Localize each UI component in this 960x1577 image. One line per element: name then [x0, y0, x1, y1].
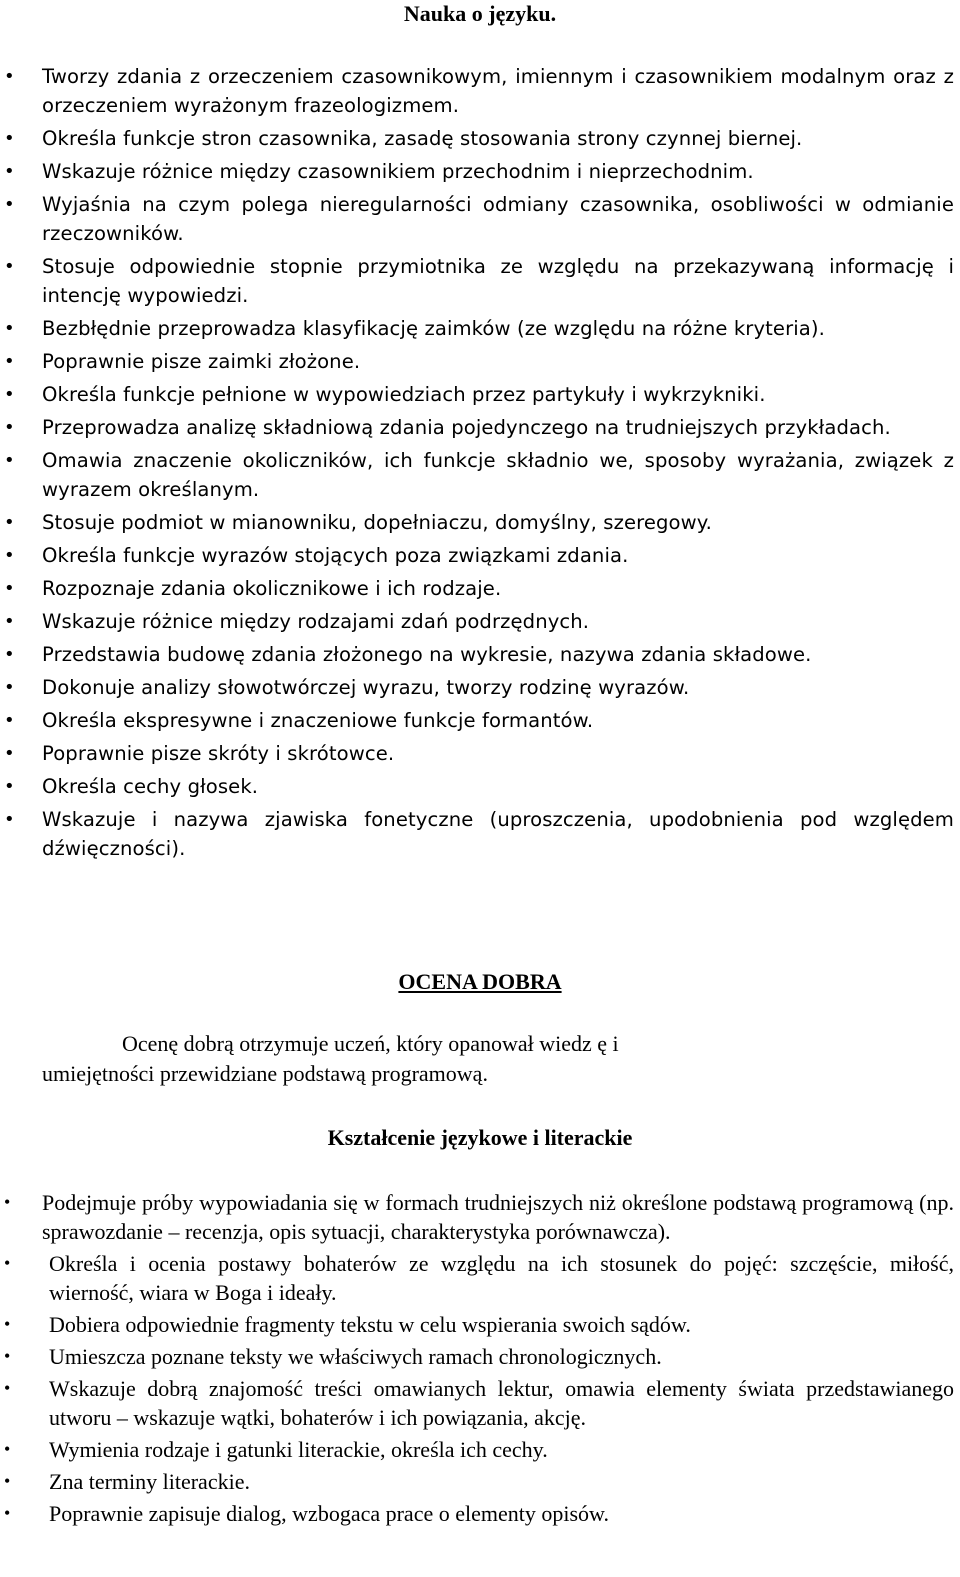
list-item: • Rozpoznaje zdania okolicznikowe i ich rodzaje. — [0, 574, 960, 603]
list-item: • Podejmuje próby wypowiadania się w formach trudniejszych niż określone podstawą programową (np. sprawozdanie – recenzja, opis sytuacji, charakterystyka porównawcza). — [4, 1190, 954, 1244]
grade-intro-line-1: Ocenę dobrą otrzymuje uczeń, który opanował wiedz ę i — [122, 1031, 619, 1056]
list-item: • Poprawnie pisze zaimki złożone. — [0, 347, 960, 376]
bullet-icon: • — [4, 1314, 11, 1334]
ksztalcenie-list — [0, 1188, 960, 1531]
bullet-icon: • — [4, 1378, 11, 1398]
bullet-icon: • — [4, 677, 15, 698]
list-item: • Wskazuje dobrą znajomość treści omawianych lektur, omawia elementy świata przedstawianego utworu – wskazuje wątki, bohaterów i ich powiązania, akcję. — [4, 1376, 954, 1430]
bullet-icon: • — [4, 1503, 11, 1523]
list-item: • Wskazuje i nazywa zjawiska fonetyczne (uproszczenia, upodobnienia pod względem dźwięczności). — [0, 805, 960, 863]
bullet-icon: • — [4, 1471, 11, 1491]
bullet-icon: • — [4, 417, 15, 438]
section-title-nauka-o-jezyku: Nauka o języku. — [403, 1, 557, 26]
list-item: • Określa funkcje wyrazów stojących poza związkami zdania. — [0, 541, 960, 570]
bullet-icon: • — [4, 194, 15, 215]
bullet-icon: • — [4, 776, 15, 797]
bullet-icon: • — [4, 743, 15, 764]
bullet-icon: • — [4, 545, 15, 566]
section-title-ksztalcenie: Kształcenie językowe i literackie — [327, 1125, 633, 1150]
nauka-o-jezyku-list — [0, 62, 960, 867]
bullet-icon: • — [4, 161, 15, 182]
grade-intro — [42, 1029, 742, 1089]
list-item: • Określa cechy głosek. — [0, 772, 960, 801]
list-item: • Wskazuje różnice między rodzajami zdań podrzędnych. — [0, 607, 960, 636]
bullet-icon: • — [4, 318, 15, 339]
grade-intro-line-2: umiejętności przewidziane podstawą programową. — [42, 1061, 488, 1086]
bullet-icon: • — [4, 1439, 11, 1459]
list-item: • Poprawnie zapisuje dialog, wzbogaca prace o elementy opisów. — [4, 1501, 609, 1526]
list-item: • Przeprowadza analizę składniową zdania pojedynczego na trudniejszych przykładach. — [0, 413, 960, 442]
bullet-icon: • — [4, 351, 15, 372]
grade-title: OCENA DOBRA — [398, 969, 562, 994]
bullet-icon: • — [4, 450, 15, 471]
list-item: • Zna terminy literackie. — [4, 1469, 250, 1494]
list-item: • Omawia znaczenie okoliczników, ich funkcje składnio we, sposoby wyrażania, związek z wyrazem określanym. — [0, 446, 960, 504]
bullet-icon: • — [4, 128, 15, 149]
bullet-icon: • — [4, 578, 15, 599]
list-item: • Poprawnie pisze skróty i skrótowce. — [0, 739, 960, 768]
list-item: • Przedstawia budowę zdania złożonego na wykresie, nazywa zdania składowe. — [0, 640, 960, 669]
list-item: • Tworzy zdania z orzeczeniem czasownikowym, imiennym i czasownikiem modalnym oraz z orzeczeniem wyrażonym frazeologizmem. — [0, 62, 960, 120]
list-item: • Określa i ocenia postawy bohaterów ze względu na ich stosunek do pojęć: szczęście, miłość, wierność, wiara w Boga i ideały. — [4, 1251, 954, 1305]
list-item: • Dobiera odpowiednie fragmenty tekstu w celu wspierania swoich sądów. — [4, 1312, 691, 1337]
list-item: • Stosuje podmiot w mianowniku, dopełniaczu, domyślny, szeregowy. — [0, 508, 960, 537]
bullet-icon: • — [4, 644, 15, 665]
bullet-icon: • — [4, 66, 15, 87]
bullet-icon: • — [4, 1192, 11, 1212]
bullet-icon: • — [4, 512, 15, 533]
bullet-icon: • — [4, 1253, 11, 1273]
list-item: • Umieszcza poznane teksty we właściwych ramach chronologicznych. — [4, 1344, 662, 1369]
list-item: • Określa funkcje pełnione w wypowiedziach przez partykuły i wykrzykniki. — [0, 380, 960, 409]
bullet-icon: • — [4, 710, 15, 731]
list-item: • Wskazuje różnice między czasownikiem przechodnim i nieprzechodnim. — [0, 157, 960, 186]
list-item: • Wyjaśnia na czym polega nieregularności odmiany czasownika, osobliwości w odmianie rzeczowników. — [0, 190, 960, 248]
bullet-icon: • — [4, 256, 15, 277]
list-item: • Bezbłędnie przeprowadza klasyfikację zaimków (ze względu na różne kryteria). — [0, 314, 960, 343]
list-item: • Określa ekspresywne i znaczeniowe funkcje formantów. — [0, 706, 960, 735]
list-item: • Wymienia rodzaje i gatunki literackie, określa ich cechy. — [4, 1437, 548, 1462]
list-item: • Określa funkcje stron czasownika, zasadę stosowania strony czynnej biernej. — [0, 124, 960, 153]
bullet-icon: • — [4, 1346, 11, 1366]
bullet-icon: • — [4, 809, 15, 830]
bullet-icon: • — [4, 384, 15, 405]
bullet-icon: • — [4, 611, 15, 632]
list-item: • Stosuje odpowiednie stopnie przymiotnika ze względu na przekazywaną informację i intencję wypowiedzi. — [0, 252, 960, 310]
list-item: • Dokonuje analizy słowotwórczej wyrazu, tworzy rodzinę wyrazów. — [0, 673, 960, 702]
